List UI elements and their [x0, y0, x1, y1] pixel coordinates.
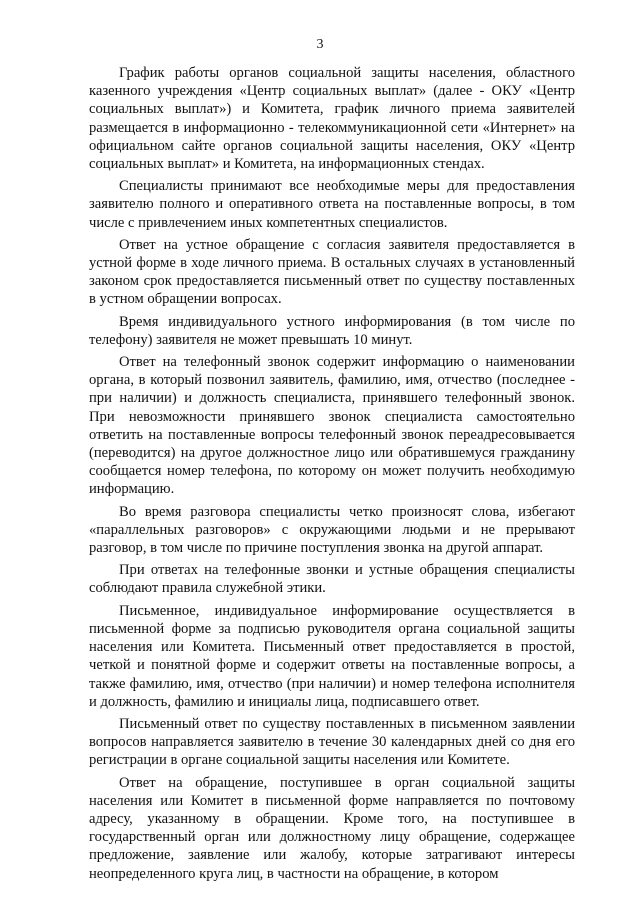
paragraph-conversation-rules: Во время разговора специалисты четко произносят слова, избегают «параллельных разговоров» с окружающими людьми и не прерывают разговор, в том числе по причине поступления звонка на другой аппарат.	[89, 503, 575, 557]
paragraph-oral-response: Ответ на устное обращение с согласия заявителя предоставляется в устной форме в ходе личного приема. В остальных случаях в установленный законом срок предоставляется письменный ответ по существу поставленных в устном обращении вопросах.	[89, 236, 575, 308]
paragraph-written-response-term: Письменный ответ по существу поставленных в письменном заявлении вопросов направляется заявителю в течение 30 календарных дней со дня его регистрации в органе социальной защиты населения или Комитете.	[89, 715, 575, 769]
paragraph-specialists-measures: Специалисты принимают все необходимые меры для предоставления заявителю полного и оперативного ответа на поставленные вопросы, в том числе с привлечением иных компетентных специалистов.	[89, 178, 575, 231]
paragraph-written-informing: Письменное, индивидуальное информирование осуществляется в письменной форме за подписью руководителя органа социальной защиты населения или Комитета. Письменный ответ предоставляется в простой, четкой и понятной форме и содержит ответы на поставленные вопросы, а также фамилию, имя, отчество (при наличии) и номер телефона исполнителя и должность, фамилию и инициалы лица, подписавшего ответ.	[89, 602, 575, 710]
paragraph-work-schedule: График работы органов социальной защиты населения, областного казенного учреждения «Центр социальных выплат» (далее - ОКУ «Центр социальных выплат») и Комитета, график личного приема заявителей размещается в информационно - телекоммуникационной сети «Интернет» на официальном сайте органов социальной защиты населения, ОКУ «Центр социальных выплат» и Комитета, на информационных стендах.	[89, 65, 575, 173]
document-body	[89, 64, 575, 887]
paragraph-written-appeal-response: Ответ на обращение, поступившее в орган социальной защиты населения или Комитет в письменной форме направляется по почтовому адресу, указанному в обращении. Кроме того, на поступившее в государственный орган или должностному лицу обращение, содержащее предложение, заявление или жалобу, которые затрагивают интересы неопределенного круга лиц, в частности на обращение, в котором	[89, 774, 575, 882]
paragraph-phone-call-response: Ответ на телефонный звонок содержит информацию о наименовании органа, в который позвонил заявитель, фамилию, имя, отчество (последнее - при наличии) и должность специалиста, принявшего телефонный звонок. При невозможности принявшего звонок специалиста самостоятельно ответить на поставленные вопросы телефонный звонок переадресовывается (переводится) на другое должностное лицо или обратившемуся гражданину сообщается номер телефона, по которому он может получить необходимую информацию.	[89, 354, 575, 498]
paragraph-oral-info-time: Время индивидуального устного информирования (в том числе по телефону) заявителя не может превышать 10 минут.	[89, 313, 575, 348]
page-number: 3	[316, 37, 324, 52]
paragraph-service-ethics: При ответах на телефонные звонки и устные обращения специалисты соблюдают правила служебной этики.	[89, 562, 575, 597]
